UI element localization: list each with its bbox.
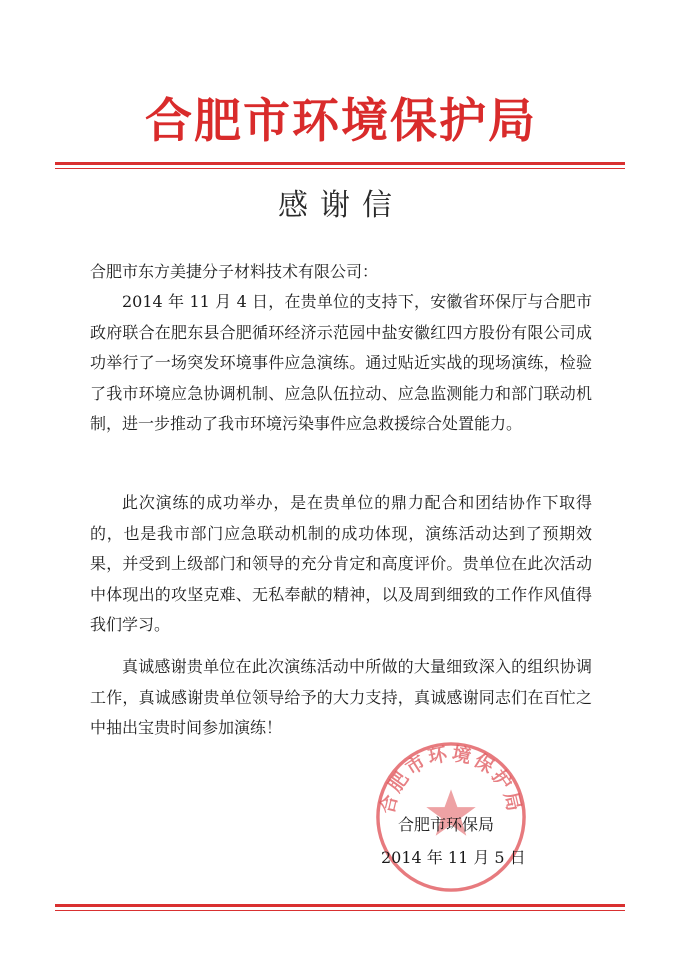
signature-date: 2014 年 11 月 5 日	[381, 848, 526, 867]
seal-text: 合肥市环境保护局	[377, 743, 525, 817]
letterhead-divider-thick	[55, 162, 625, 165]
signature-org: 合肥市环保局	[398, 815, 495, 834]
letterhead-org-name: 合肥市环境保护局	[145, 94, 537, 149]
body-paragraph-2: 此次演练的成功举办，是在贵单位的鼎力配合和团结协作下取得的，也是我市部门应急联动机制的成功体现，演练活动达到了预期效果，并受到上级部门和领导的充分肯定和高度评价。贵单位在此次活动中体现出的攻坚克难、无私奉献的精神，以及周到细致的工作作风值得我们学习。	[90, 493, 592, 634]
footer-divider-thin	[55, 910, 625, 911]
letterhead-divider-thin	[55, 168, 625, 169]
document-title: 感谢信	[278, 188, 404, 223]
body-paragraph-1: 2014 年 11 月 4 日，在贵单位的支持下，安徽省环保厅与合肥市政府联合在肥东县合肥循环经济示范园中盐安徽红四方股份有限公司成功举行了一场突发环境事件应急演练。通过贴近实战的现场演练，检验了我市环境应急协调机制、应急队伍拉动、应急监测能力和部门联动机制，进一步推动了我市环境污染事件应急救援综合处置能力。	[90, 292, 592, 433]
footer-divider-thick	[55, 904, 625, 907]
salutation: 合肥市东方美捷分子材料技术有限公司：	[90, 262, 379, 281]
body-paragraph-3: 真诚感谢贵单位在此次演练活动中所做的大量细致深入的组织协调工作，真诚感谢贵单位领导给予的大力支持，真诚感谢同志们在百忙之中抽出宝贵时间参加演练！	[90, 657, 592, 737]
